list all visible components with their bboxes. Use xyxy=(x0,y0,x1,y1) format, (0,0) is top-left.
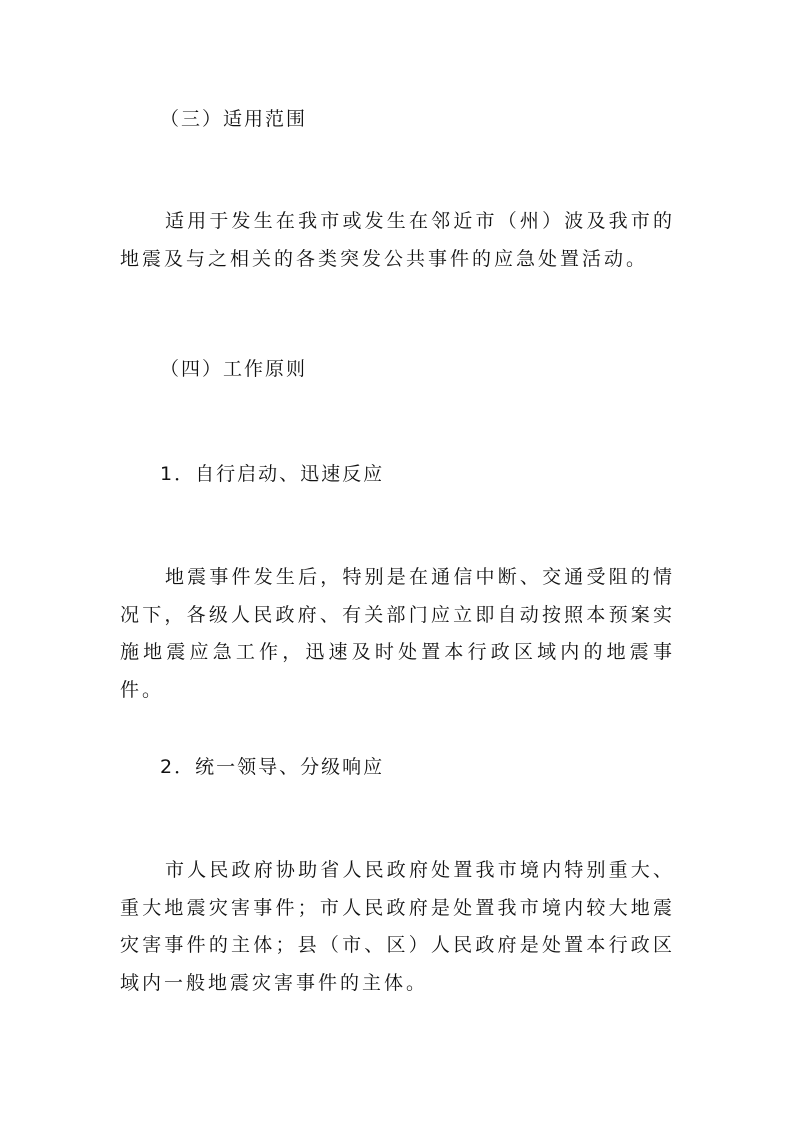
scope-paragraph: 适用于发生在我市或发生在邻近市（州）波及我市的地震及与之相关的各类突发公共事件的应急处置活动。 xyxy=(120,210,675,270)
principle-2-heading: 2．统一领导、分级响应 xyxy=(160,756,385,778)
principle-1-heading: 1．自行启动、迅速反应 xyxy=(160,463,385,485)
principle-1-paragraph: 地震事件发生后，特别是在通信中断、交通受阻的情况下，各级人民政府、有关部门应立即自动按照本预案实施地震应急工作，迅速及时处置本行政区域内的地震事件。 xyxy=(120,566,675,701)
principles-heading: （四）工作原则 xyxy=(160,358,308,380)
scope-heading: （三）适用范围 xyxy=(160,108,308,130)
principle-2-paragraph: 市人民政府协助省人民政府处置我市境内特别重大、重大地震灾害事件；市人民政府是处置我市境内较大地震灾害事件的主体；县（市、区）人民政府是处置本行政区域内一般地震灾害事件的主体。 xyxy=(120,859,675,994)
